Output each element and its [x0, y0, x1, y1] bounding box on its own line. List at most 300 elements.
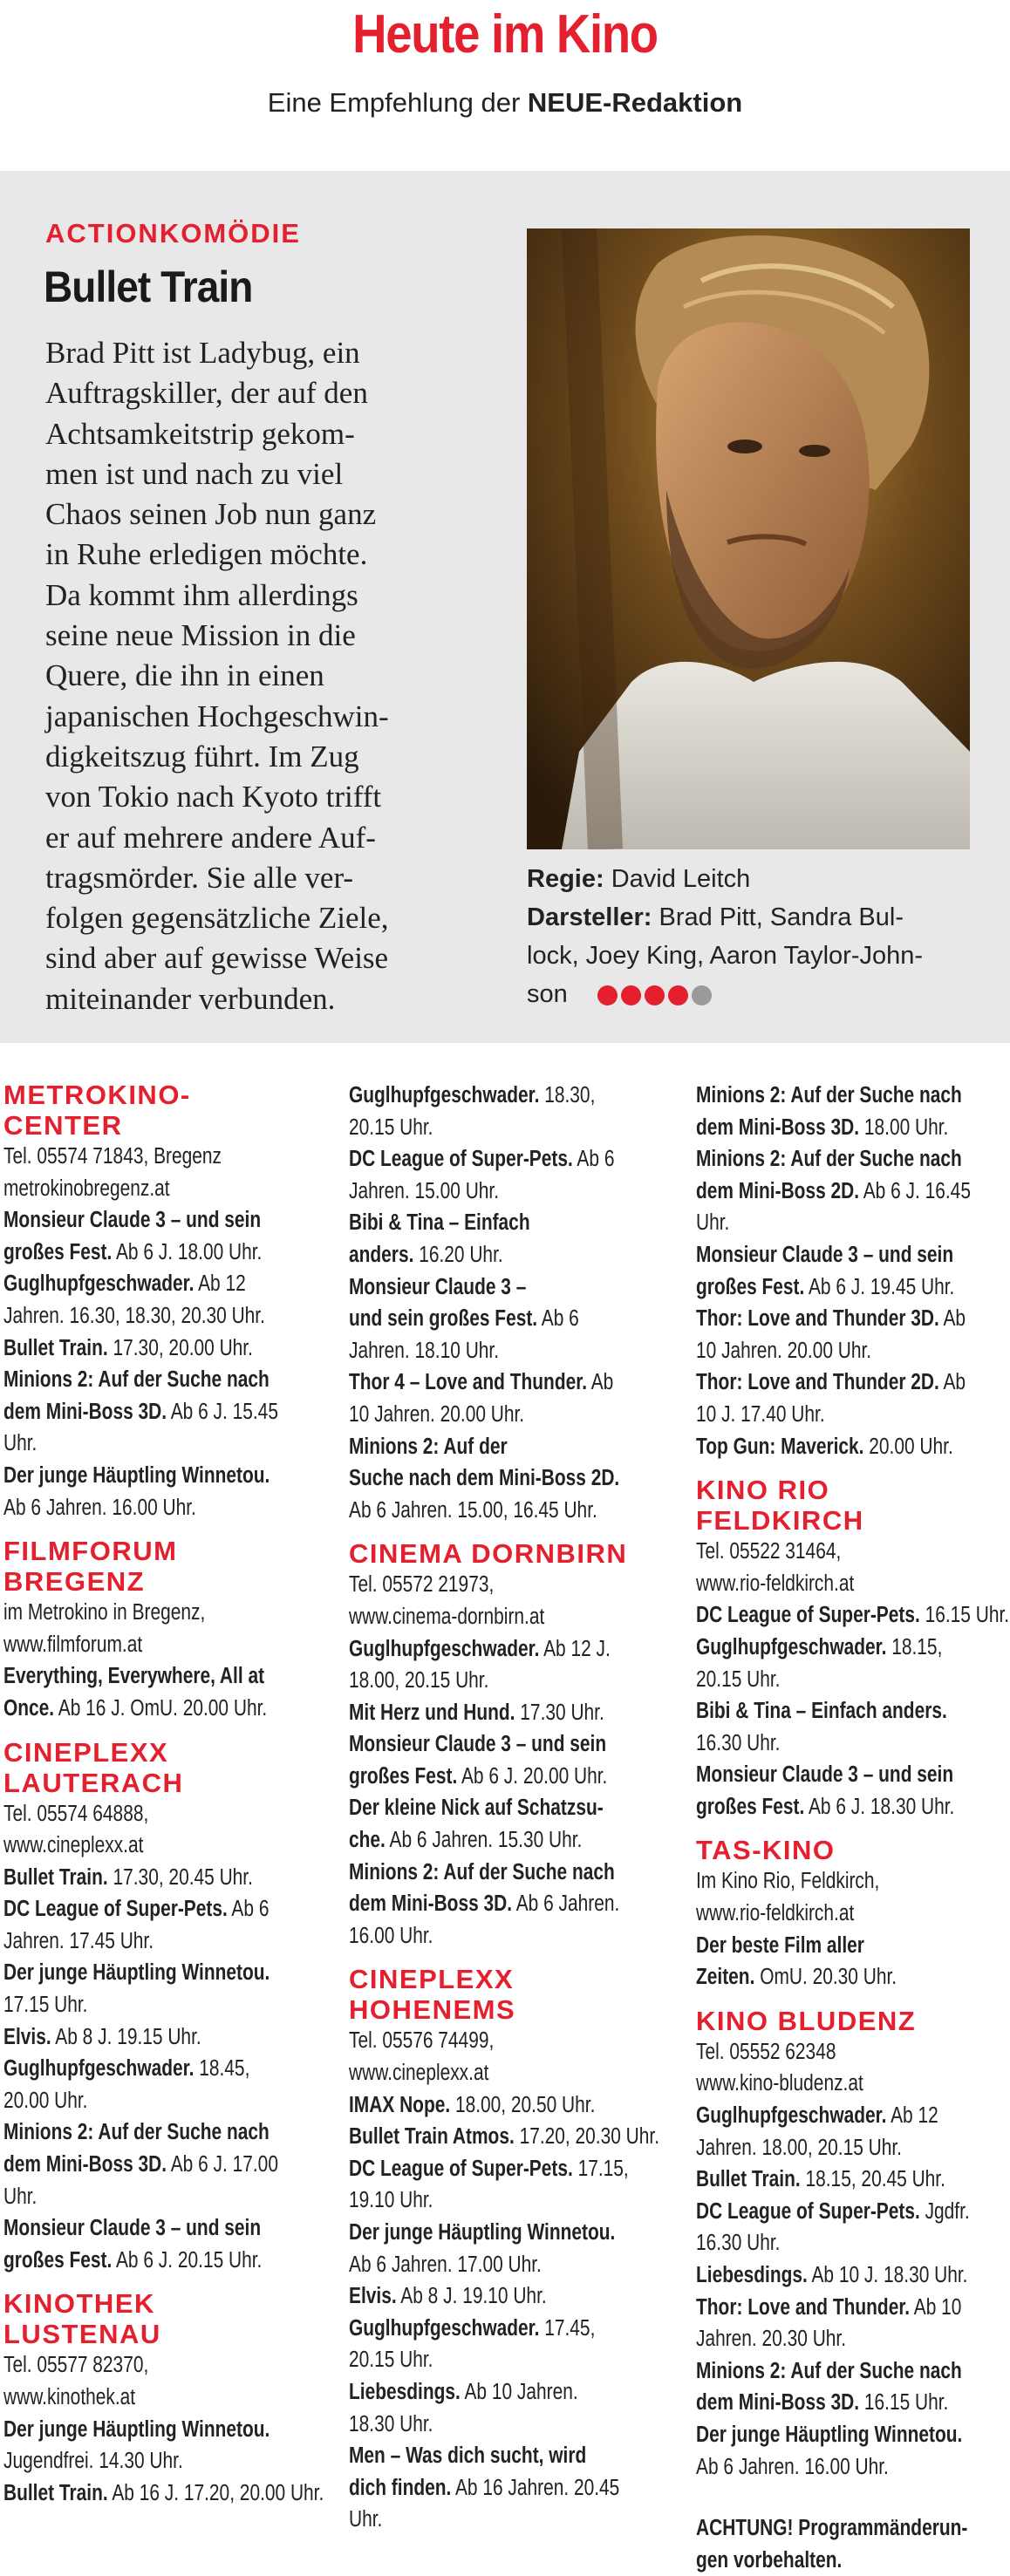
listing-text: 10 Jahren. 20.00 Uhr. — [696, 1338, 872, 1363]
film-title: Monsieur Claude 3 – — [349, 1274, 527, 1299]
film-title: Monsieur Claude 3 – und sein — [696, 1242, 954, 1267]
film-title: anders. — [349, 1242, 414, 1267]
listing-text: 17.20, 20.30 Uhr. — [514, 2124, 660, 2150]
listing-text: Ab 6 Jahren. 15.00, 16.45 Uhr. — [349, 1497, 597, 1523]
showtime-entry — [696, 1961, 952, 1993]
listing-text: Ab 6 — [227, 1897, 270, 1922]
cinema-info-line — [696, 1664, 952, 1696]
listing-text: Ab — [587, 1370, 614, 1395]
listing-text: 16.20 Uhr. — [413, 1242, 503, 1267]
showtime-entry — [349, 1888, 618, 1920]
cinema-info-line — [349, 1920, 618, 1952]
film-title: dich finden. — [349, 2475, 452, 2500]
listing-text: Ab 8 J. 19.10 Uhr. — [396, 2284, 547, 2309]
cinema-info-line — [3, 1141, 270, 1173]
listing-column-2 — [349, 1080, 677, 2536]
film-title: Monsieur Claude 3 – und sein — [696, 1762, 954, 1788]
listing-text: 20.15 Uhr. — [696, 1666, 781, 1692]
listing-text: 19.10 Uhr. — [349, 2188, 433, 2213]
cinema-info-line — [696, 1399, 952, 1431]
listing-text: im Metrokino in Bregenz, — [3, 1600, 206, 1625]
listing-text: Tel. 05522 31464, — [696, 1539, 842, 1564]
cinema-info-line — [349, 1335, 618, 1367]
film-title: dem Mini-Boss 3D. — [696, 1114, 860, 1140]
listing-text: Ab 8 J. 19.15 Uhr. — [51, 2024, 201, 2049]
film-title: dem Mini-Boss 3D. — [3, 2152, 167, 2177]
listing-text: Ab 10 — [910, 2294, 962, 2320]
showtime-entry — [696, 2100, 952, 2132]
cinema-name: FILMFORUM — [3, 1536, 178, 1567]
synopsis-line: japanischen Hochgeschwin- — [45, 699, 389, 733]
listing-text: Tel. 05572 21973, — [349, 1572, 495, 1598]
listing-text: Ab 6 Jahren. 16.00 Uhr. — [3, 1495, 196, 1520]
synopsis-line: sind aber auf gewisse Weise — [45, 941, 389, 976]
cinema-name: BREGENZ — [3, 1566, 146, 1598]
cinema-name: KINOTHEK — [3, 2288, 155, 2320]
film-title: DC League of Super-Pets. — [696, 2198, 920, 2224]
page-header — [0, 0, 1010, 122]
showtime-entry — [349, 1728, 618, 1761]
listing-text: Jahren. 17.45 Uhr. — [3, 1928, 154, 1953]
film-title: Once. — [3, 1695, 55, 1721]
film-title: Guglhupfgeschwader. — [3, 1271, 194, 1297]
showtime-entry — [696, 2355, 962, 2388]
movie-still-photo — [527, 228, 970, 849]
listing-text: Ab 12 — [194, 1271, 246, 1297]
listing-text: 18.00 Uhr. — [859, 1114, 949, 1140]
film-title: großes Fest. — [696, 1794, 805, 1819]
film-title: Suche nach dem Mini-Boss 2D. — [349, 1466, 620, 1491]
showtime-entry — [696, 1303, 966, 1335]
listing-text: 16.00 Uhr. — [349, 1923, 433, 1948]
featured-movie-box — [0, 171, 1010, 1043]
cinema-info-line — [349, 1569, 618, 1601]
showtime-entry — [349, 1633, 618, 1666]
film-title: Der junge Häuptling Winnetou. — [3, 1462, 270, 1488]
listing-text: Uhr. — [696, 1210, 730, 1236]
cinema-info-line — [349, 2025, 618, 2057]
listing-text: www.cinema-dornbirn.at — [349, 1604, 545, 1629]
showtime-entry — [349, 2376, 618, 2409]
film-title: Der kleine Nick auf Schatzsu- — [349, 1796, 604, 1821]
cast-line-1 — [527, 898, 972, 937]
showtime-entry — [696, 2196, 970, 2228]
rating-dot-filled — [621, 985, 641, 1005]
film-title: großes Fest. — [349, 1763, 458, 1789]
cinema-info-line — [3, 2349, 270, 2382]
listing-text: 18.00, 20.15 Uhr. — [349, 1668, 489, 1693]
listing-text: Ab 10 Jahren. — [460, 2379, 578, 2404]
cinema-info-line — [3, 1492, 270, 1524]
film-title: und sein großes Fest. — [349, 1306, 538, 1332]
showtime-entry — [3, 1893, 270, 1925]
program-notice — [696, 2545, 952, 2576]
subtitle-prefix: Eine Empfehlung der — [267, 87, 528, 118]
showtime-entry — [3, 2021, 270, 2054]
cinema-info-line — [3, 1300, 270, 1332]
listing-text: OmU. 20.30 Uhr. — [754, 1965, 897, 1990]
listing-text: Ab — [938, 1370, 966, 1395]
cinema-info-line — [696, 1728, 952, 1760]
listing-text: 20.15 Uhr. — [349, 2348, 433, 2373]
cinema-info-line — [349, 1176, 618, 1208]
listing-text: Jahren. 16.30, 18.30, 20.30 Uhr. — [3, 1303, 265, 1328]
showtime-entry — [3, 1957, 270, 1989]
showtime-entry — [3, 2245, 270, 2277]
cinema-info-line — [349, 2504, 618, 2536]
cinema-info-line — [3, 1989, 270, 2021]
synopsis-line: men ist und nach zu viel — [45, 456, 344, 491]
showtime-entry — [349, 2440, 618, 2472]
film-title: Der junge Häuptling Winnetou. — [696, 2422, 963, 2447]
listing-text: Uhr. — [3, 2184, 38, 2209]
showtime-entry — [696, 1431, 952, 1463]
cinema-info-line — [696, 2132, 952, 2164]
listing-text: Tel. 05552 62348 — [696, 2039, 836, 2064]
film-title: Bibi & Tina – Einfach — [349, 1210, 530, 1236]
cast-names-1: Brad Pitt, Sandra Bul- — [652, 903, 904, 931]
cinema-info-line — [696, 1865, 952, 1898]
cinema-info-line — [696, 1207, 952, 1239]
listing-text: www.filmforum.at — [3, 1632, 143, 1657]
cinema-name: CINEPLEXX — [3, 1736, 169, 1768]
film-title: Thor: Love and Thunder 2D. — [696, 1370, 939, 1395]
cinema-info-line — [349, 2344, 618, 2376]
cinema-info-line — [3, 2445, 270, 2477]
cinema-info-line — [3, 1173, 270, 1205]
showtime-entry — [696, 2292, 962, 2324]
showtime-entry — [349, 1857, 618, 1889]
showtime-entry — [349, 1271, 618, 1304]
showtime-entry — [696, 2419, 963, 2451]
listing-text: Ab 6 Jahren. 17.00 Uhr. — [349, 2252, 542, 2277]
listing-text: Ab 6 — [537, 1306, 579, 1332]
showtime-entry — [349, 1239, 618, 1271]
showtime-entry — [3, 1332, 270, 1365]
cast-line-2: lock, Joey King, Aaron Taylor-John- — [527, 942, 924, 970]
cinema-info-line — [349, 2057, 618, 2089]
showtime-entry — [3, 1364, 270, 1396]
cinema-info-line — [349, 2409, 618, 2441]
showtime-entry — [696, 1599, 1010, 1632]
listing-text: Tel. 05577 82370, — [3, 2353, 149, 2378]
synopsis-line: miteinander verbunden. — [45, 981, 336, 1016]
listing-text: Ab 6 J. 18.00 Uhr. — [112, 1239, 263, 1264]
film-title: Zeiten. — [696, 1965, 755, 1990]
listing-text: Ab 6 J. 18.30 Uhr. — [804, 1794, 955, 1819]
film-title: Der beste Film aller — [696, 1932, 864, 1958]
synopsis-line: in Ruhe erledigen möchte. — [45, 537, 368, 572]
listing-text: metrokinobregenz.at — [3, 1176, 170, 1201]
listing-text: Uhr. — [3, 1431, 38, 1456]
showtime-entry — [696, 1080, 962, 1112]
cinema-info-line — [349, 1495, 618, 1527]
listing-text: 17.15 Uhr. — [3, 1993, 88, 2018]
showtime-entry — [349, 1462, 618, 1495]
listing-text: Jahren. 18.10 Uhr. — [349, 1338, 500, 1363]
cinema-info-line — [3, 1428, 270, 1460]
showtime-entry — [696, 1759, 952, 1791]
showtime-entry — [349, 2153, 629, 2185]
film-title: Top Gun: Maverick. — [696, 1434, 864, 1459]
listing-text: ACHTUNG! Programmänderun- — [696, 2516, 968, 2541]
showtime-entry — [349, 1207, 618, 1239]
cinema-info-line — [3, 1597, 270, 1629]
director-line — [527, 860, 972, 898]
cinema-info-line — [349, 1601, 618, 1633]
film-title: Guglhupfgeschwader. — [349, 2315, 540, 2341]
listing-text: 17.30 Uhr. — [515, 1700, 604, 1725]
listing-text: 18.00, 20.50 Uhr. — [450, 2092, 596, 2117]
rating-dot-filled — [668, 985, 688, 1005]
film-title: Minions 2: Auf der Suche nach — [696, 1147, 962, 1172]
synopsis-line: Achtsamkeitstrip gekom- — [45, 416, 355, 451]
film-title: Minions 2: Auf der — [349, 1434, 508, 1459]
film-title: Men – Was dich sucht, wird — [349, 2443, 587, 2469]
showtime-entry — [349, 1431, 618, 1463]
listing-text: 16.15 Uhr. — [919, 1603, 1010, 1628]
cinema-info-line — [3, 2085, 270, 2117]
film-title: Guglhupfgeschwader. — [696, 1634, 887, 1659]
film-title: Bullet Train. — [3, 2480, 108, 2505]
listing-text: www.cineplexx.at — [349, 2061, 489, 2086]
showtime-entry — [349, 1303, 618, 1335]
cinema-info-line — [696, 2036, 952, 2068]
listing-text: www.cineplexx.at — [3, 1833, 144, 1858]
cinema-name: KINO BLUDENZ — [696, 2005, 917, 2036]
film-title: Minions 2: Auf der Suche nach — [349, 1859, 615, 1884]
synopsis-line: Auftragskiller, der auf den — [45, 376, 368, 411]
film-title: DC League of Super-Pets. — [349, 2156, 573, 2181]
film-title: Monsieur Claude 3 – und sein — [3, 2216, 262, 2241]
showtime-entry — [696, 2164, 952, 2196]
listing-text: 10 J. 17.40 Uhr. — [696, 1401, 825, 1427]
showtime-entry — [3, 1460, 270, 1492]
cinema-name: CINEPLEXX — [349, 1964, 515, 1995]
showtime-entry — [696, 1366, 966, 1399]
subtitle-publisher: NEUE-Redaktion — [527, 87, 743, 118]
listing-text: 18.15, 20.45 Uhr. — [800, 2167, 945, 2192]
listing-text: Tel. 05576 74499, — [349, 2028, 495, 2054]
synopsis-line: seine neue Mission in die — [45, 618, 356, 653]
film-title: dem Mini-Boss 3D. — [696, 2390, 860, 2416]
cinema-info-line — [3, 2382, 270, 2414]
film-title: dem Mini-Boss 3D. — [349, 1891, 513, 1917]
cinema-info-line — [696, 2451, 952, 2484]
cinema-info-line — [696, 1335, 952, 1367]
film-title: Elvis. — [349, 2284, 397, 2309]
film-title: IMAX Nope. — [349, 2092, 451, 2117]
listing-text: Ab 6 J. 20.15 Uhr. — [112, 2247, 263, 2273]
listing-text: www.rio-feldkirch.at — [696, 1901, 855, 1926]
listing-text: Ab 6 J. 17.00 — [167, 2152, 278, 2177]
film-title: Liebesdings. — [696, 2263, 808, 2287]
cinema-name: CENTER — [3, 1110, 123, 1141]
synopsis-line: Chaos seinen Job nun ganz — [45, 497, 377, 532]
showtime-entry — [696, 1239, 952, 1271]
showtime-entry — [696, 1176, 971, 1208]
film-title: Thor: Love and Thunder 3D. — [696, 1306, 939, 1332]
cinema-info-line — [696, 1536, 952, 1568]
film-title: Der junge Häuptling Winnetou. — [3, 2416, 270, 2442]
showtime-entry — [3, 1693, 270, 1725]
rating-dot-empty — [692, 985, 712, 1005]
showtime-entry — [349, 2472, 618, 2504]
listing-text: Jahren. 20.30 Uhr. — [696, 2327, 847, 2352]
showtime-entry — [3, 1237, 270, 1269]
showtime-entry — [696, 1271, 955, 1304]
film-title: che. — [349, 1828, 386, 1853]
feature-credits — [527, 860, 972, 1017]
showtime-entry — [3, 2414, 270, 2446]
rating-dot-filled — [597, 985, 618, 1005]
listing-text: Tel. 05574 71843, Bregenz — [3, 1144, 222, 1169]
showtime-entry — [3, 2116, 270, 2149]
showtime-entry — [349, 2121, 660, 2153]
synopsis-line: Quere, die ihn in einen — [45, 658, 324, 693]
movie-still-image — [527, 228, 970, 849]
showtime-entry — [3, 1862, 270, 1894]
film-title: DC League of Super-Pets. — [3, 1897, 228, 1922]
listing-text: Ab 6 Jahren. — [512, 1891, 620, 1917]
listing-text: Ab 6 Jahren. 16.00 Uhr. — [696, 2454, 889, 2479]
listing-text: 17.15, — [572, 2156, 629, 2181]
feature-genre: ACTIONKOMÖDIE — [45, 218, 301, 249]
page-title: Heute im Kino — [352, 4, 658, 65]
listing-text: 18.30 Uhr. — [349, 2411, 433, 2436]
cinema-info-line — [3, 1830, 270, 1862]
film-title: Monsieur Claude 3 – und sein — [3, 1208, 262, 1233]
cinema-info-line — [349, 1665, 618, 1697]
listing-text: 16.15 Uhr. — [859, 2390, 949, 2416]
film-title: Minions 2: Auf der Suche nach — [696, 1083, 962, 1107]
showtime-entry — [349, 2280, 618, 2313]
listing-text: 20.00 Uhr. — [863, 1434, 953, 1459]
showtime-entry — [696, 1695, 952, 1728]
listing-text: 20.00 Uhr. — [3, 2088, 88, 2113]
film-title: Thor 4 – Love and Thunder. — [349, 1370, 588, 1395]
cinema-info-line — [696, 1568, 952, 1600]
showtime-entry — [349, 1143, 618, 1176]
cinema-name: FELDKIRCH — [696, 1505, 864, 1537]
showtime-entry — [696, 2387, 952, 2419]
cast-names-3: son — [527, 980, 568, 1008]
showtime-entry — [349, 1761, 618, 1793]
listing-text: Ab 16 J. 17.20, 20.00 Uhr. — [107, 2480, 324, 2505]
film-title: Mit Herz und Hund. — [349, 1700, 515, 1725]
cinema-name: HOHENEMS — [349, 1994, 516, 2026]
listing-text: Ab 16 Jahren. 20.45 — [451, 2475, 620, 2500]
listing-text: 10 Jahren. 20.00 Uhr. — [349, 1401, 525, 1427]
listing-column-1 — [3, 1080, 328, 2509]
listing-text: 18.45, — [194, 2056, 250, 2082]
film-title: Bibi & Tina – Einfach anders. — [696, 1699, 947, 1724]
listing-text: www.kinothek.at — [3, 2385, 136, 2409]
listing-text: 20.15 Uhr. — [349, 1114, 433, 1140]
showtime-entry — [349, 2217, 618, 2249]
synopsis-line: folgen gegensätzliche Ziele, — [45, 901, 389, 936]
showtime-entry — [349, 2089, 618, 2122]
showtime-entry — [3, 2053, 270, 2085]
director-label: Regie: — [527, 865, 604, 893]
listing-text: Jgdfr. — [919, 2198, 970, 2224]
listing-text: Uhr. — [349, 2507, 383, 2532]
listing-text: 16.30 Uhr. — [696, 1730, 781, 1755]
listing-text: Ab 6 J. 15.45 — [167, 1399, 278, 1424]
cinema-info-line — [696, 2323, 952, 2355]
synopsis-line: digkeitszug führt. Im Zug — [45, 739, 359, 773]
listing-text: www.kino-bludenz.at — [696, 2071, 863, 2096]
listing-text: 17.30, 20.45 Uhr. — [107, 1864, 253, 1890]
synopsis-line: er auf mehrere andere Auf- — [45, 820, 376, 855]
synopsis-line: Da kommt ihm allerdings — [45, 577, 358, 612]
film-title: Liebesdings. — [349, 2379, 461, 2404]
listing-text: Ab 6 J. 16.45 — [859, 1178, 971, 1203]
film-title: großes Fest. — [3, 1239, 113, 1264]
cinema-info-line — [349, 1399, 618, 1431]
showtime-entry — [3, 1660, 270, 1693]
listing-column-3 — [696, 1080, 1008, 2576]
showtime-entry — [696, 1632, 952, 1664]
listing-text: gen vorbehalten. — [696, 2547, 843, 2573]
cinema-name: LAUTERACH — [3, 1767, 184, 1798]
page-subtitle — [0, 87, 1010, 119]
feature-synopsis — [45, 333, 499, 1019]
showtime-entry — [3, 1204, 270, 1237]
film-title: Der junge Häuptling Winnetou. — [349, 2220, 616, 2245]
cast-label: Darsteller: — [527, 903, 652, 931]
cinema-name: METROKINO- — [3, 1080, 191, 1110]
film-title: Guglhupfgeschwader. — [349, 1636, 540, 1661]
listing-text: Im Kino Rio, Feldkirch, — [696, 1869, 880, 1894]
listing-text: 17.30, 20.00 Uhr. — [107, 1335, 253, 1360]
cinema-info-line — [349, 2249, 618, 2281]
showtime-entry — [349, 1080, 618, 1112]
showtime-entry — [3, 1396, 278, 1428]
film-title: Bullet Train. — [3, 1864, 108, 1890]
film-title: großes Fest. — [696, 1274, 805, 1299]
listing-text: Jahren. 15.00 Uhr. — [349, 1178, 500, 1203]
showtime-entry — [696, 1930, 952, 1962]
listing-text: www.rio-feldkirch.at — [696, 1571, 855, 1596]
film-title: Everything, Everywhere, All at — [3, 1664, 265, 1689]
listing-text: Ab 6 — [572, 1147, 615, 1172]
cinema-info-line — [696, 2068, 952, 2100]
listing-text: Ab 16 J. OmU. 20.00 Uhr. — [54, 1695, 268, 1721]
film-title: Bullet Train Atmos. — [349, 2124, 515, 2150]
listing-text: Ab 10 J. 18.30 Uhr. — [807, 2263, 968, 2287]
listing-text: Ab 12 J. — [539, 1636, 611, 1661]
cinema-info-line — [349, 2184, 618, 2217]
cinema-name: TAS-KINO — [696, 1835, 836, 1866]
showtime-entry — [349, 1792, 618, 1824]
listing-text: 18.30, — [539, 1083, 596, 1107]
listing-text: Tel. 05574 64888, — [3, 1801, 149, 1826]
film-title: dem Mini-Boss 3D. — [3, 1399, 167, 1424]
film-title: Minions 2: Auf der Suche nach — [696, 2358, 962, 2383]
showtime-entry — [349, 1697, 618, 1729]
rating-dot-filled — [645, 985, 665, 1005]
showtime-entry — [3, 2212, 270, 2245]
film-title: Monsieur Claude 3 – und sein — [349, 1732, 607, 1757]
film-title: Thor: Love and Thunder. — [696, 2294, 911, 2320]
film-title: DC League of Super-Pets. — [349, 1147, 573, 1172]
film-title: Bullet Train. — [3, 1335, 108, 1360]
listing-text: Ab 6 Jahren. 15.30 Uhr. — [385, 1828, 583, 1853]
film-title: Minions 2: Auf der Suche nach — [3, 2120, 270, 2145]
showtime-entry — [696, 2259, 968, 2292]
film-title: Minions 2: Auf der Suche nach — [3, 1367, 270, 1393]
